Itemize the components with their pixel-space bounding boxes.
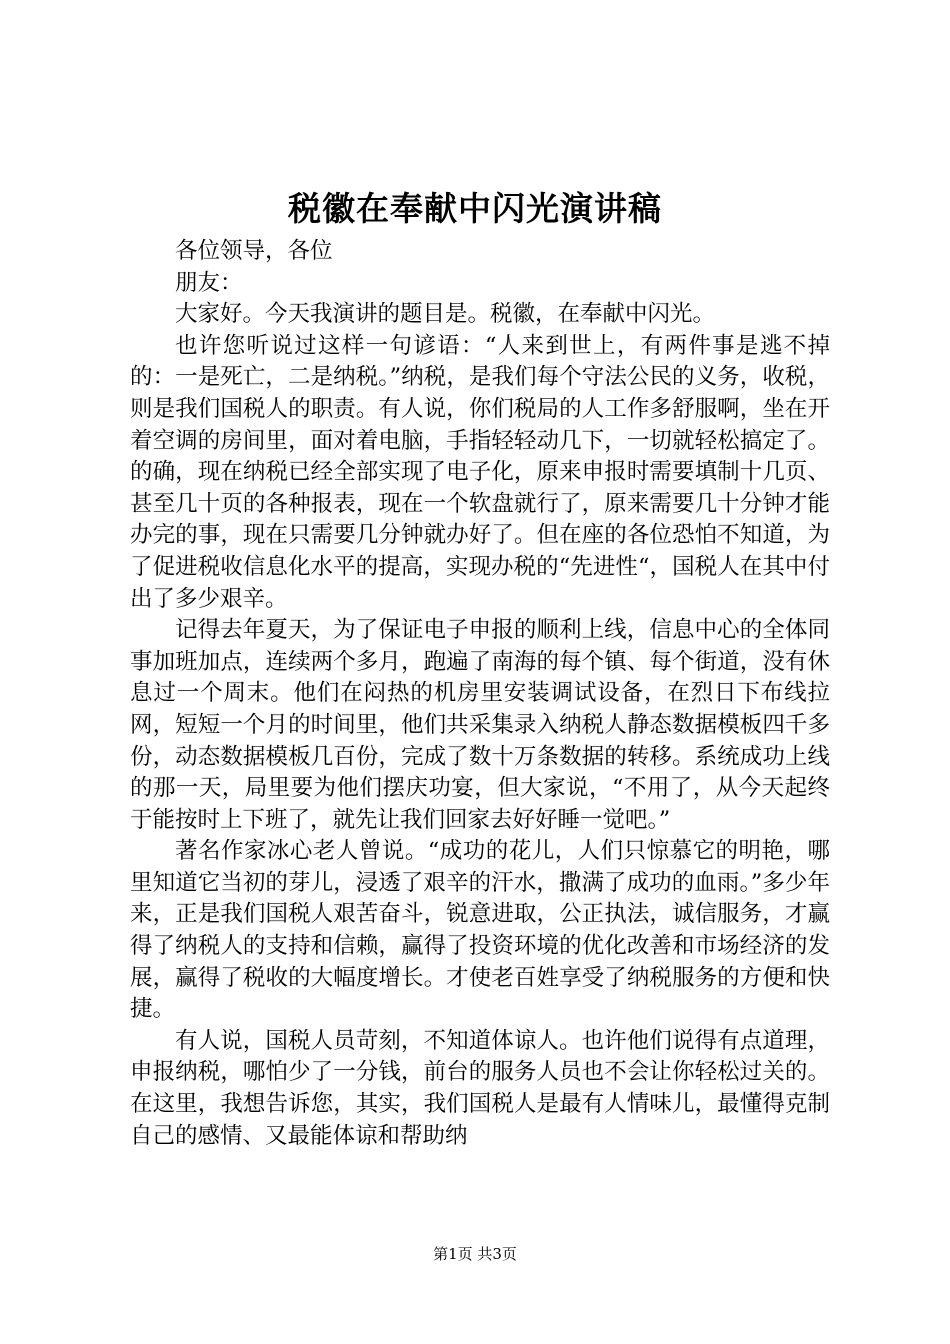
document-title: 税徽在奉献中闪光演讲稿 (288, 189, 662, 228)
paragraph-1: 也许您听说过这样一句谚语：“人来到世上，有两件事是逃不掉的：一是死亡，二是纳税。”纳税，是我们每个守法公民的义务，收税，则是我们国税人的职责。有人说，你们税局的人工作多舒服啊，坐在开着空调的房间里，面对着电脑，手指轻轻动几下，一切就轻松搞定了。的确，现在纳税已经全部实现了电子化，原来申报时需要填制十几页、甚至几十页的各种报表，现在一个软盘就行了，原来需要几十分钟才能办完的事，现在只需要几分钟就办好了。但在座的各位恐怕不知道，为了促进税收信息化水平的提高，实现办税的“先进性“，国税人在其中付出了多少艰辛。 (130, 332, 830, 612)
paragraph-2: 记得去年夏天，为了保证电子申报的顺利上线，信息中心的全体同事加班加点，连续两个多月，跑遍了南海的每个镇、每个街道，没有休息过一个周末。他们在闷热的机房里安装调试设备，在烈日下布线拉网，短短一个月的时间里，他们共采集录入纳税人静态数据模板四千多份，动态数据模板几百份，完成了数十万条数据的转移。系统成功上线的那一天，局里要为他们摆庆功宴，但大家说，“不用了，从今天起终于能按时上下班了，就先让我们回家去好好睡一觉吧。” (130, 617, 830, 833)
paragraph-4: 有人说，国税人员苛刻，不知道体谅人。也许他们说得有点道理，申报纳税，哪怕少了一分钱，前台的服务人员也不会让你轻松过关的。在这里，我想告诉您，其实，我们国税人是最有人情味儿，最懂得克制自己的感情、又最能体谅和帮助纳 (130, 1027, 830, 1149)
paragraph-greeting: 各位领导，各位 (175, 238, 333, 264)
paragraph-3: 著名作家冰心老人曾说。“成功的花儿，人们只惊慕它的明艳，哪里知道它当初的芽儿，浸透了艰辛的汗水，撒满了成功的血雨。”多少年来，正是我们国税人艰苦奋斗，锐意进取，公正执法，诚信服务，才赢得了纳税人的支持和信赖，赢得了投资环境的优化改善和市场经济的发展，赢得了税收的大幅度增长。才使老百姓享受了纳税服务的方便和快捷。 (130, 838, 830, 1023)
paragraph-greeting-cont: 朋友： (175, 269, 243, 296)
document-body (130, 236, 830, 1152)
paragraph-intro: 大家好。今天我演讲的题目是。税徽，在奉献中闪光。 (175, 301, 716, 328)
page-number-footer: 第1页 共3页 (433, 1245, 517, 1263)
